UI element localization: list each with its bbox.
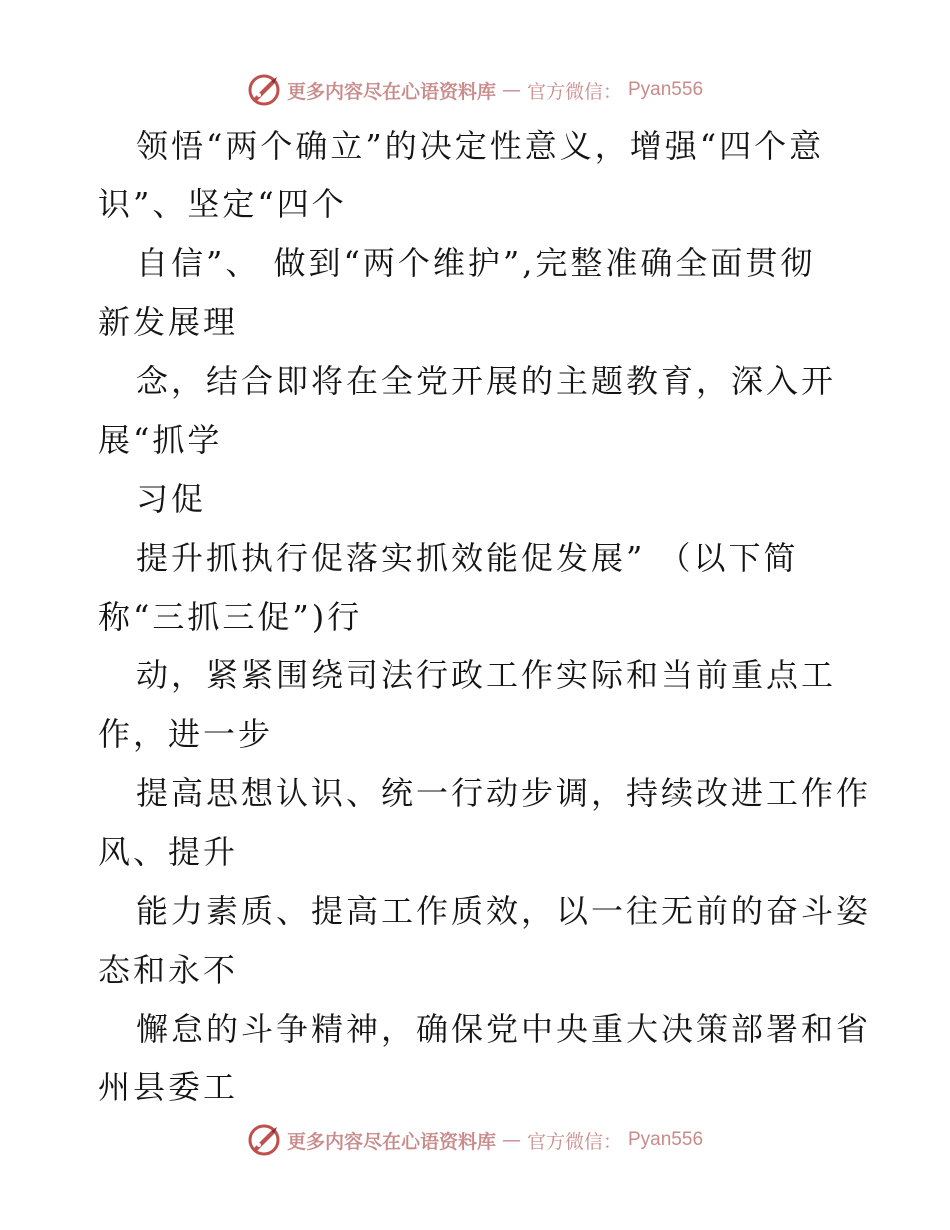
watermark-contact-label: 官方微信： bbox=[526, 1130, 622, 1153]
text-line: 能力素质、提高工作质效，以一往无前的奋斗姿 bbox=[136, 892, 872, 930]
watermark-contact-id: Pyan556 bbox=[628, 79, 704, 100]
footer-watermark bbox=[0, 1120, 950, 1160]
watermark-dash: — bbox=[501, 1129, 521, 1151]
watermark-dash: — bbox=[501, 79, 521, 101]
text-line: 新发展理 bbox=[98, 303, 239, 341]
text-line: 提升抓执行促落实抓效能促发展” （以下简 bbox=[136, 539, 799, 577]
watermark-contact-label: 官方微信： bbox=[526, 80, 622, 103]
text-line: 识”、坚定“四个 bbox=[98, 185, 347, 223]
text-line: 懈怠的斗争精神，确保党中央重大决策部署和省 bbox=[136, 1010, 872, 1048]
text-line: 自信”、 做到“两个维护”,完整准确全面贯彻 bbox=[136, 244, 816, 282]
text-line: 提高思想认识、统一行动步调，持续改进工作作 bbox=[136, 774, 872, 812]
text-line: 称“三抓三促”)行 bbox=[98, 598, 363, 636]
text-line: 态和永不 bbox=[98, 951, 239, 989]
text-line: 念，结合即将在全党开展的主题教育，深入开 bbox=[136, 362, 837, 400]
watermark-contact-id: Pyan556 bbox=[628, 1129, 704, 1150]
text-line: 动，紧紧围绕司法行政工作实际和当前重点工 bbox=[136, 656, 837, 694]
text-line: 州县委工 bbox=[98, 1068, 239, 1106]
watermark-brand: 更多内容尽在心语资料库 bbox=[286, 1130, 496, 1153]
text-line: 展“抓学 bbox=[98, 421, 223, 459]
text-line: 领悟“两个确立”的决定性意义，增强“四个意 bbox=[136, 127, 825, 165]
text-line: 习促 bbox=[136, 480, 207, 518]
watermark-brand: 更多内容尽在心语资料库 bbox=[286, 80, 496, 103]
text-line: 风、提升 bbox=[98, 833, 239, 871]
header-watermark bbox=[0, 70, 950, 110]
quill-logo-icon bbox=[247, 1123, 281, 1157]
quill-logo-icon bbox=[247, 73, 281, 107]
text-line: 作，进一步 bbox=[98, 715, 274, 753]
